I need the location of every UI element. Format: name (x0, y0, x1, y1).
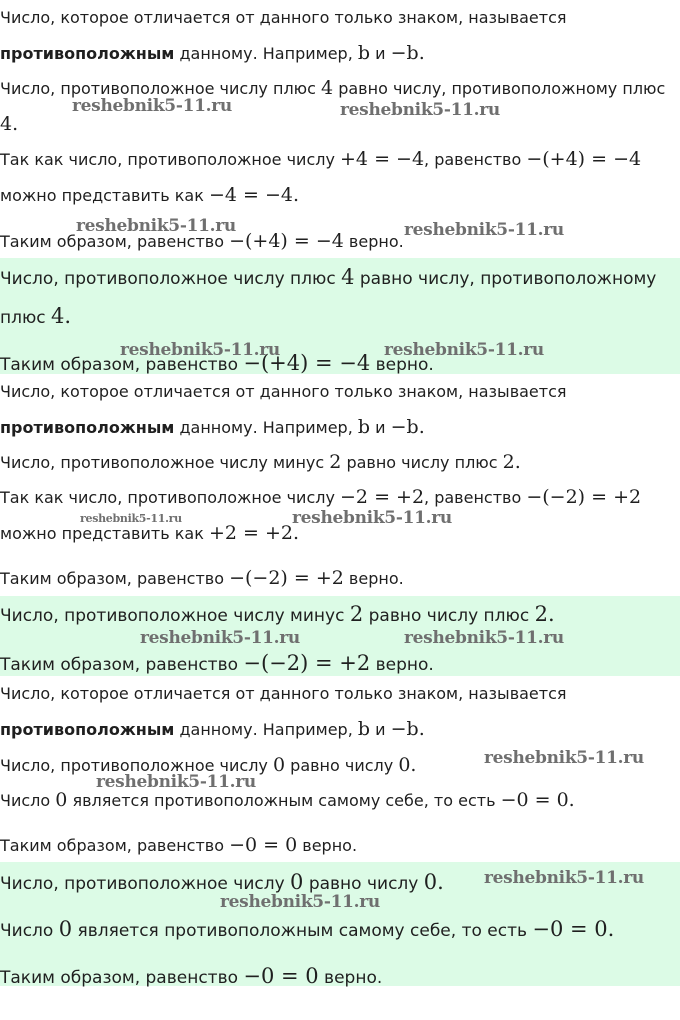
text-line: Число 0 является противоположным самому себе, то есть −0 = 0. (0, 789, 575, 811)
watermark: reshebnik5-11.ru (220, 892, 380, 912)
text-line: Таким образом, равенство −(+4) = −4 верно. (0, 351, 434, 375)
text-line: Таким образом, равенство −(−2) = +2 верно. (0, 567, 404, 589)
watermark: reshebnik5-11.ru (292, 508, 452, 528)
watermark: reshebnik5-11.ru (76, 216, 236, 236)
watermark: reshebnik5-11.ru (384, 340, 544, 360)
text-line: Число, противоположное числу 0 равно числу 0. (0, 754, 417, 776)
watermark: reshebnik5-11.ru (72, 96, 232, 116)
watermark: reshebnik5-11.ru (340, 100, 500, 120)
watermark: reshebnik5-11.ru (140, 628, 300, 648)
text-line: Число, противоположное числу минус 2 равно числу плюс 2. (0, 602, 555, 626)
text-line: Так как число, противоположное числу −2 = +2, равенство −(−2) = +2 (0, 486, 642, 508)
text-line: Таким образом, равенство −0 = 0 верно. (0, 964, 383, 988)
text-line: можно представить как −4 = −4. (0, 184, 299, 206)
watermark: reshebnik5-11.ru (484, 868, 644, 888)
watermark: reshebnik5-11.ru (96, 772, 256, 792)
text-line: Число, противоположное числу минус 2 равно числу плюс 2. (0, 451, 521, 473)
text-line: Таким образом, равенство −(−2) = +2 верно. (0, 651, 434, 675)
watermark: reshebnik5-11.ru (120, 340, 280, 360)
watermark: reshebnik5-11.ru (80, 512, 182, 525)
watermark: reshebnik5-11.ru (484, 748, 644, 768)
text-line: противоположным данному. Например, b и −b. (0, 42, 425, 64)
text-line: противоположным данному. Например, b и −b. (0, 416, 425, 438)
text-line: Таким образом, равенство −(+4) = −4 верно. (0, 230, 404, 252)
text-line: Число, которое отличается от данного только знаком, называется (0, 382, 567, 401)
text-line: 4. (0, 113, 19, 135)
text-line: Число, противоположное числу 0 равно числу 0. (0, 870, 444, 894)
watermark: reshebnik5-11.ru (404, 220, 564, 240)
text-line: Число, противоположное числу плюс 4 равно числу, противоположному (0, 265, 657, 289)
text-line: Так как число, противоположное числу +4 = −4, равенство −(+4) = −4 (0, 148, 642, 170)
text-line: Число, которое отличается от данного только знаком, называется (0, 684, 567, 703)
text-line: Число, противоположное числу плюс 4 равно числу, противоположному плюс (0, 77, 666, 99)
text-line: Число 0 является противоположным самому себе, то есть −0 = 0. (0, 917, 615, 941)
text-line: противоположным данному. Например, b и −b. (0, 718, 425, 740)
watermark: reshebnik5-11.ru (404, 628, 564, 648)
text-line: можно представить как +2 = +2. (0, 522, 299, 544)
text-line: Число, которое отличается от данного только знаком, называется (0, 8, 567, 27)
text-line: плюс 4. (0, 304, 72, 328)
text-line: Таким образом, равенство −0 = 0 верно. (0, 834, 358, 856)
